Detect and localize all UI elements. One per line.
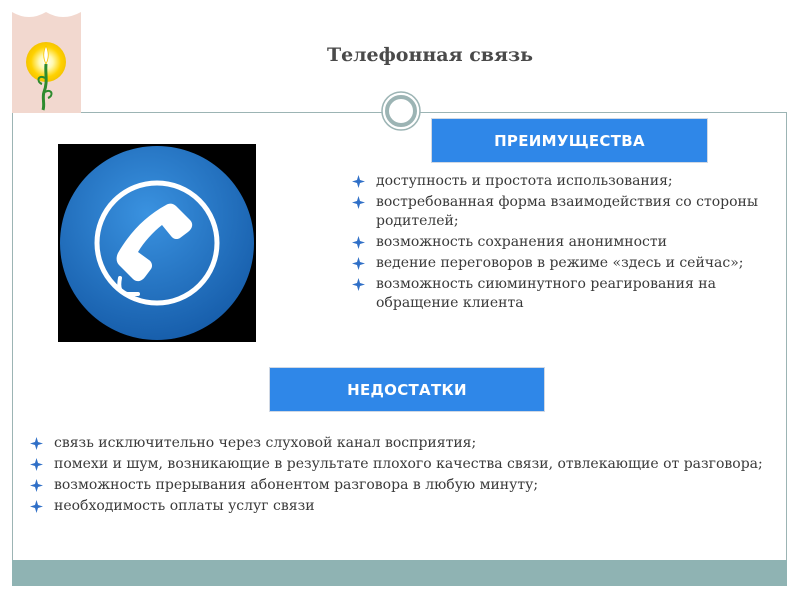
list-item <box>28 434 773 453</box>
list-item-text: возможность сиюминутного реагирования на обращение клиента <box>376 276 716 311</box>
advantages-list <box>350 172 760 315</box>
diamond-bullet-icon <box>30 500 43 513</box>
telephone-handset-icon <box>58 144 256 342</box>
list-item-text: доступность и простота использования; <box>376 173 673 189</box>
list-item-text: помехи и шум, возникающие в результате плохого качества связи, отвлекающие от разговора; <box>54 456 763 472</box>
diamond-bullet-icon <box>352 196 365 209</box>
list-item <box>350 254 760 273</box>
list-item <box>28 476 773 495</box>
list-item-text: возможность сохранения анонимности <box>376 234 667 250</box>
list-item-text: необходимость оплаты услуг связи <box>54 498 315 514</box>
list-item-text: востребованная форма взаимодействия со стороны родителей; <box>376 194 758 229</box>
footer-bar <box>12 560 787 586</box>
disadvantages-list <box>28 434 773 518</box>
list-item <box>350 275 760 313</box>
diamond-bullet-icon <box>352 278 365 291</box>
diamond-bullet-icon <box>352 236 365 249</box>
list-item-text: возможность прерывания абонентом разговора в любую минуту; <box>54 477 539 493</box>
list-item-text: связь исключительно через слуховой канал восприятия; <box>54 435 477 451</box>
ring-ornament-icon <box>381 91 421 131</box>
candle-emblem-icon <box>12 12 81 113</box>
list-item <box>350 193 760 231</box>
disadvantages-header: НЕДОСТАТКИ <box>269 367 545 412</box>
list-item <box>350 233 760 252</box>
slide-title: Телефонная связь <box>326 44 534 66</box>
list-item-text: ведение переговоров в режиме «здесь и сейчас»; <box>376 255 744 271</box>
diamond-bullet-icon <box>30 479 43 492</box>
diamond-bullet-icon <box>352 257 365 270</box>
list-item <box>28 455 773 474</box>
advantages-header: ПРЕИМУЩЕСТВА <box>431 118 708 163</box>
list-item <box>350 172 760 191</box>
diamond-bullet-icon <box>352 175 365 188</box>
diamond-bullet-icon <box>30 437 43 450</box>
list-item <box>28 497 773 516</box>
diamond-bullet-icon <box>30 458 43 471</box>
